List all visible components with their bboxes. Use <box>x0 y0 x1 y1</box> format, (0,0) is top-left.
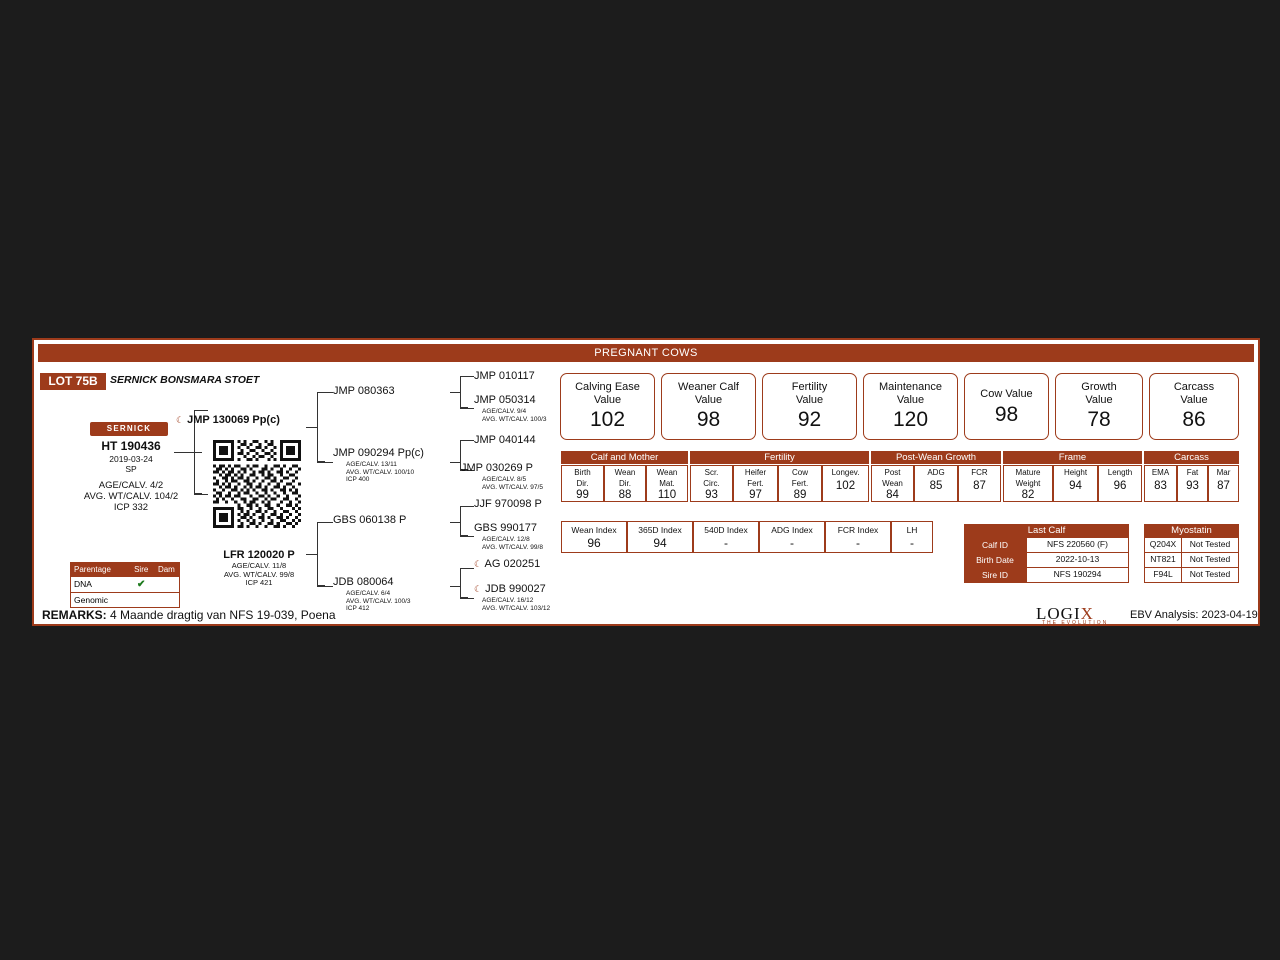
weaner-calf-label-1: Weaner Calf <box>678 381 739 393</box>
pedigree-meta-line: AVG. WT/CALV. 103/12 <box>482 604 551 612</box>
pedigree-meta-line: AGE/CALV. 9/4 <box>482 408 527 415</box>
pedigree-connector <box>450 586 461 587</box>
animal-avg-wt-calv: AVG. WT/CALV. 104/2 <box>83 491 179 502</box>
pedigree-gen2-name: GBS 060138 P <box>333 514 407 526</box>
animal-code: SP <box>125 464 137 474</box>
pedigree-connector <box>317 462 333 463</box>
pedigree-connector <box>450 522 461 523</box>
trait-fcr: FCR 87 <box>958 465 1001 502</box>
maintenance-label-1: Maintenance <box>879 381 942 393</box>
ebv-analysis-date: EBV Analysis: 2023-04-19 <box>1130 609 1258 621</box>
pedigree-connector <box>460 506 474 507</box>
growth-label-1: Growth <box>1081 381 1117 393</box>
dam-icp: ICP 421 <box>245 578 273 587</box>
pedigree-connector <box>306 554 318 555</box>
trait-length: Length 96 <box>1098 465 1142 502</box>
table-row <box>1144 553 1239 568</box>
growth-value-box <box>1055 373 1143 440</box>
pedigree-gen3-name: JMP 010117 <box>474 370 535 382</box>
calving-ease-label-2: Value <box>593 393 622 406</box>
trait-mature-weight: Mature Weight 82 <box>1003 465 1053 502</box>
dam-avg-wt-calv: AVG. WT/CALV. 99/8 <box>223 569 295 579</box>
sernick-logo-icon: SERNICK <box>90 422 168 436</box>
horn-status-icon: ☾ <box>176 415 185 425</box>
pedigree-meta-line: AVG. WT/CALV. 100/3 <box>346 597 411 605</box>
calving-ease-label-1: Calving Ease <box>575 381 640 393</box>
parentage-sire-check-icon: ✔ <box>137 579 146 590</box>
cow-value-box <box>964 373 1049 440</box>
animal-icp: ICP 332 <box>113 502 149 513</box>
group-header-calf-and-mother: Calf and Mother <box>561 451 688 464</box>
weaner-calf-value-box <box>661 373 756 440</box>
trait-ema: EMA 83 <box>1144 465 1177 502</box>
fertility-label-1: Fertility <box>791 381 828 393</box>
index-365d: 365D Index 94 <box>627 521 693 553</box>
cow-value-label: Cow Value <box>980 388 1033 400</box>
trait-birth-dir: Birth Dir. 99 <box>561 465 604 502</box>
pedigree-sire-name: JMP 130069 Pp(c) <box>187 414 280 426</box>
animal-pedigree-sheet <box>32 338 1260 626</box>
pedigree-gen2-name: JMP 080363 <box>333 385 395 397</box>
maintenance-value: 120 <box>892 408 929 431</box>
growth-value: 78 <box>1087 408 1111 431</box>
table-row <box>1144 568 1239 583</box>
parentage-header-dam: Dam <box>157 565 175 574</box>
pedigree-gen3-name: ☾ JDB 990027 <box>474 583 546 595</box>
pedigree-meta-line: AVG. WT/CALV. 100/10 <box>346 468 415 476</box>
myostatin-value: Not Tested <box>1181 538 1239 553</box>
dam-age-calv: AGE/CALV. 11/8 <box>231 561 287 570</box>
parentage-header-row <box>71 563 179 576</box>
group-header-carcass: Carcass <box>1144 451 1239 464</box>
pedigree-connector <box>317 522 333 523</box>
myostatin-value: Not Tested <box>1181 568 1239 583</box>
weaner-calf-value: 98 <box>696 408 721 431</box>
pedigree-gen3-name: JMP 050314 <box>474 394 536 406</box>
table-row <box>964 553 1129 568</box>
pedigree-connector <box>450 392 461 393</box>
logix-tagline: THE EVOLUTION <box>1042 620 1109 626</box>
pedigree-bracket <box>317 392 325 462</box>
horn-status-icon: ☾ <box>474 559 483 569</box>
pedigree-bracket <box>317 522 325 586</box>
pedigree-gen3-meta <box>482 408 547 423</box>
last-calf-header: Last Calf <box>964 524 1129 538</box>
remarks-text: 4 Maande dragtig van NFS 19-039, Poena <box>110 608 336 622</box>
pedigree-bracket <box>460 506 468 536</box>
pedigree-connector <box>460 536 474 537</box>
pedigree-meta-line: AGE/CALV. 16/12 <box>482 597 534 604</box>
pedigree-gen3-name: GBS 990177 <box>474 522 537 534</box>
table-row <box>71 592 179 607</box>
pedigree-meta-line: AGE/CALV. 8/5 <box>482 476 527 483</box>
pedigree-gen2-name: JMP 090294 Pp(c) <box>333 447 424 459</box>
myostatin-key: F94L <box>1144 568 1181 583</box>
pedigree-meta-line: AVG. WT/CALV. 99/8 <box>482 543 543 551</box>
last-calf-key: Sire ID <box>964 568 1026 583</box>
pedigree-gen3-name: JMP 040144 <box>474 434 536 446</box>
pedigree-gen3-meta <box>482 597 550 612</box>
pedigree-gen3-name: JJF 970098 P <box>474 498 542 510</box>
pedigree-meta-line: AGE/CALV. 6/4 <box>346 590 391 597</box>
parentage-header-parentage: Parentage <box>74 565 111 574</box>
trait-adg: ADG 85 <box>914 465 958 502</box>
remarks <box>42 608 336 622</box>
animal-age-calv: AGE/CALV. 4/2 <box>98 480 164 491</box>
lot-badge: LOT 75B <box>40 373 106 390</box>
carcass-value: 86 <box>1182 408 1206 431</box>
pedigree-gen3-name: JMP 030269 P <box>461 462 533 474</box>
animal-birth-date: 2019-03-24 <box>109 454 153 464</box>
table-row <box>964 568 1129 583</box>
pedigree-bracket <box>460 376 468 408</box>
pedigree-connector <box>194 494 208 495</box>
trait-height: Height 94 <box>1053 465 1098 502</box>
pedigree-meta-line: ICP 400 <box>346 476 370 483</box>
myostatin-key: NT821 <box>1144 553 1181 568</box>
table-row <box>1144 538 1239 553</box>
myostatin-value: Not Tested <box>1181 553 1239 568</box>
pedigree-connector <box>460 598 474 599</box>
pedigree-connector <box>460 376 474 377</box>
pedigree-bracket <box>460 568 468 598</box>
last-calf-key: Calf ID <box>964 538 1026 553</box>
parentage-header-sire: Sire <box>134 565 149 574</box>
maintenance-label-2: Value <box>896 393 925 406</box>
trait-heifer-fert: Heifer Fert. 97 <box>733 465 778 502</box>
pedigree-gen2-name: JDB 080064 <box>333 576 394 588</box>
qr-code-icon <box>213 440 301 528</box>
fertility-value-box <box>762 373 857 440</box>
parentage-sire-value <box>129 593 154 607</box>
last-calf-value: NFS 190294 <box>1026 568 1129 583</box>
table-row <box>71 576 179 592</box>
index-fcr: FCR Index - <box>825 521 891 553</box>
fertility-label-2: Value <box>795 393 824 406</box>
pedigree-connector <box>450 462 461 463</box>
calving-ease-value: 102 <box>589 408 626 431</box>
last-calf-value: 2022-10-13 <box>1026 553 1129 568</box>
trait-scr-circ: Scr. Circ. 93 <box>690 465 733 502</box>
pedigree-sire <box>176 414 280 426</box>
myostatin-header: Myostatin <box>1144 524 1239 538</box>
parentage-dam-value <box>154 593 179 607</box>
pedigree-gen2-meta <box>346 461 414 484</box>
index-lh: LH - <box>891 521 933 553</box>
trait-post-wean: Post Wean 84 <box>871 465 914 502</box>
trait-longevity: Longev. 102 <box>822 465 869 502</box>
trait-wean-mat: Wean Mat. 110 <box>646 465 688 502</box>
animal-birth-info <box>56 454 206 474</box>
parentage-dam-value <box>154 577 179 592</box>
dam-stats <box>184 562 334 588</box>
parentage-row-label: Genomic <box>74 595 109 605</box>
carcass-label-1: Carcass <box>1173 381 1215 393</box>
stud-name: SERNICK BONSMARA STOET <box>110 374 260 386</box>
parentage-table <box>70 562 180 608</box>
trait-cow-fert: Cow Fert. 89 <box>778 465 822 502</box>
trait-fat: Fat 93 <box>1177 465 1208 502</box>
pedigree-connector <box>460 408 474 409</box>
last-calf-value: NFS 220560 (F) <box>1026 538 1129 553</box>
last-calf-key: Birth Date <box>964 553 1026 568</box>
page-title-banner: PREGNANT COWS <box>38 344 1254 362</box>
group-header-fertility: Fertility <box>690 451 869 464</box>
pedigree-connector <box>317 392 333 393</box>
pedigree-gen3-meta <box>482 476 543 491</box>
pedigree-meta-line: ICP 412 <box>346 605 370 612</box>
group-header-frame: Frame <box>1003 451 1142 464</box>
animal-stats <box>56 480 206 513</box>
index-540d: 540D Index - <box>693 521 759 553</box>
fertility-value: 92 <box>797 408 822 431</box>
myostatin-key: Q204X <box>1144 538 1181 553</box>
index-wean: Wean Index 96 <box>561 521 627 553</box>
remarks-label: REMARKS: <box>42 608 107 622</box>
horn-status-icon: ☾ <box>474 584 483 594</box>
growth-label-2: Value <box>1085 393 1113 406</box>
pedigree-gen2-meta <box>346 590 411 613</box>
pedigree-meta-line: AVG. WT/CALV. 97/5 <box>482 483 543 491</box>
pedigree-connector <box>317 586 333 587</box>
table-row <box>964 538 1129 553</box>
trait-wean-dir: Wean Dir. 88 <box>604 465 646 502</box>
maintenance-value-box <box>863 373 958 440</box>
pedigree-connector <box>460 440 474 441</box>
pedigree-connector <box>460 568 474 569</box>
parentage-row-label: DNA <box>74 579 92 589</box>
dam-id: LFR 120020 P <box>223 549 295 561</box>
index-adg: ADG Index - <box>759 521 825 553</box>
pedigree-meta-line: AVG. WT/CALV. 100/3 <box>482 415 547 423</box>
weaner-calf-label-2: Value <box>694 393 723 406</box>
cow-value: 98 <box>994 402 1019 426</box>
pedigree-gen3-meta <box>482 536 543 551</box>
carcass-label-2: Value <box>1180 393 1208 406</box>
pedigree-meta-line: AGE/CALV. 13/11 <box>346 461 397 468</box>
animal-id: HT 190436 <box>101 439 161 453</box>
calving-ease-value-box <box>560 373 655 440</box>
group-header-post-wean-growth: Post-Wean Growth <box>871 451 1001 464</box>
pedigree-connector <box>194 410 208 411</box>
pedigree-meta-line: AGE/CALV. 12/8 <box>482 536 530 543</box>
pedigree-gen3-name: ☾ AG 020251 <box>474 558 541 570</box>
carcass-value-box <box>1149 373 1239 440</box>
trait-mar: Mar 87 <box>1208 465 1239 502</box>
logix-logo-icon: LOGIX <box>1036 604 1094 623</box>
pedigree-connector <box>306 427 318 428</box>
